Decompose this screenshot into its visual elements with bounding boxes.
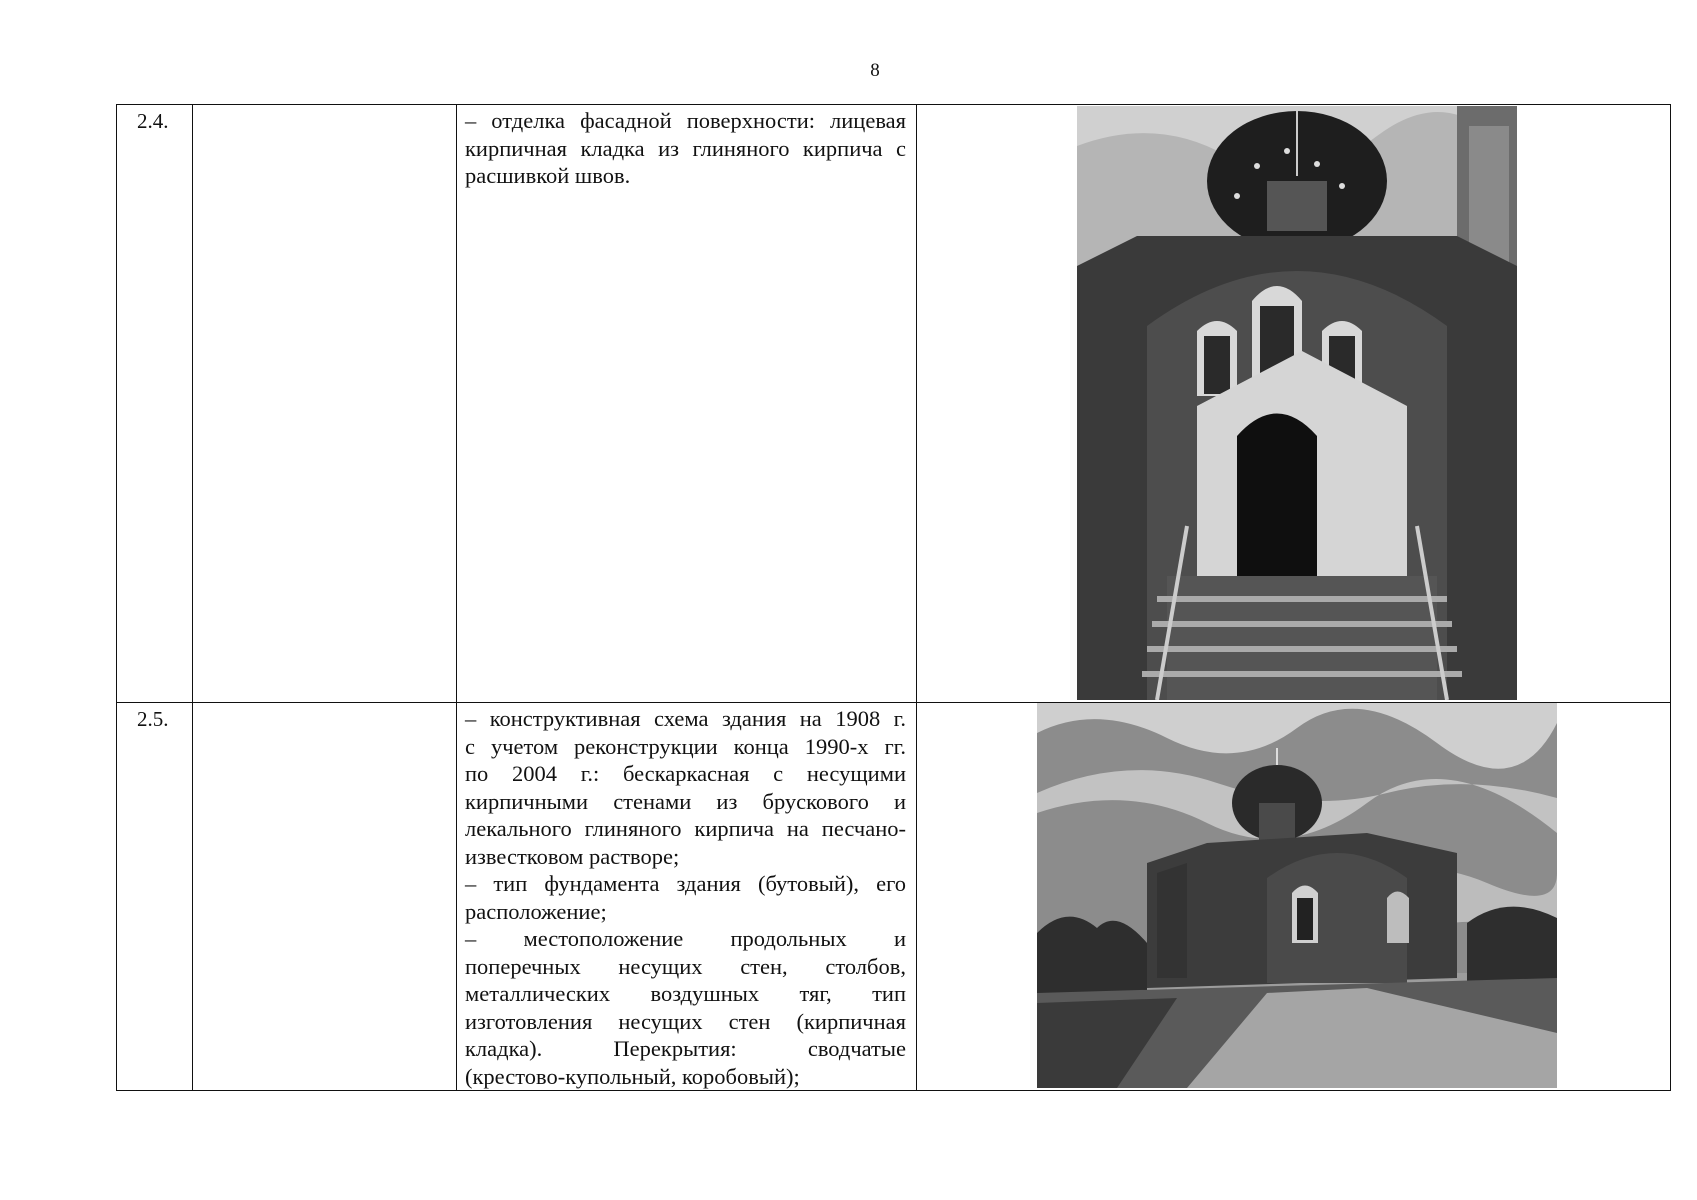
text-line: – конструктивная схема здания на 1908 г. — [465, 706, 906, 731]
document-table — [116, 104, 1671, 1091]
church-entrance-photo — [1077, 106, 1517, 700]
table-row — [117, 105, 1671, 703]
text-line: поперечных несущих стен, столбов, — [465, 953, 906, 979]
text-line: кирпичными стенами из брускового и — [465, 788, 906, 814]
text-line: лекального глиняного кирпича на песчано- — [465, 816, 906, 841]
photo-cell — [917, 105, 1671, 703]
text-line: расшивкой швов. — [465, 163, 631, 188]
empty-cell — [193, 105, 457, 703]
photo-cell — [917, 703, 1671, 1091]
text-line: кладка). Перекрытия: сводчатые — [465, 1036, 906, 1061]
row-number: 2.5. — [117, 703, 193, 1091]
table-row — [117, 703, 1671, 1091]
empty-cell — [193, 703, 457, 1091]
description-cell — [457, 105, 917, 703]
description-cell — [457, 703, 917, 1091]
text-line: металлических воздушных тяг, тип — [465, 981, 906, 1006]
text-line: с учетом реконструкции конца 1990-х гг. — [465, 733, 906, 759]
text-line: кирпичная кладка из глиняного кирпича с — [465, 135, 906, 161]
row-number: 2.4. — [117, 105, 193, 703]
text-line: по 2004 г.: бескаркасная с несущими — [465, 761, 906, 786]
church-exterior-photo — [1037, 703, 1557, 1088]
text-line: – местоположение продольных и — [465, 926, 906, 951]
text-line: – тип фундамента здания (бутовый), его — [465, 871, 906, 896]
text-line: известковом растворе; — [465, 843, 680, 869]
text-line: изготовления несущих стен (кирпичная — [465, 1008, 906, 1034]
text-line: (крестово-купольный, коробовый); — [465, 1063, 800, 1089]
text-line: расположение; — [465, 898, 607, 924]
page-number: 8 — [870, 60, 880, 81]
text-line: – отделка фасадной поверхности: лицевая — [465, 108, 906, 133]
